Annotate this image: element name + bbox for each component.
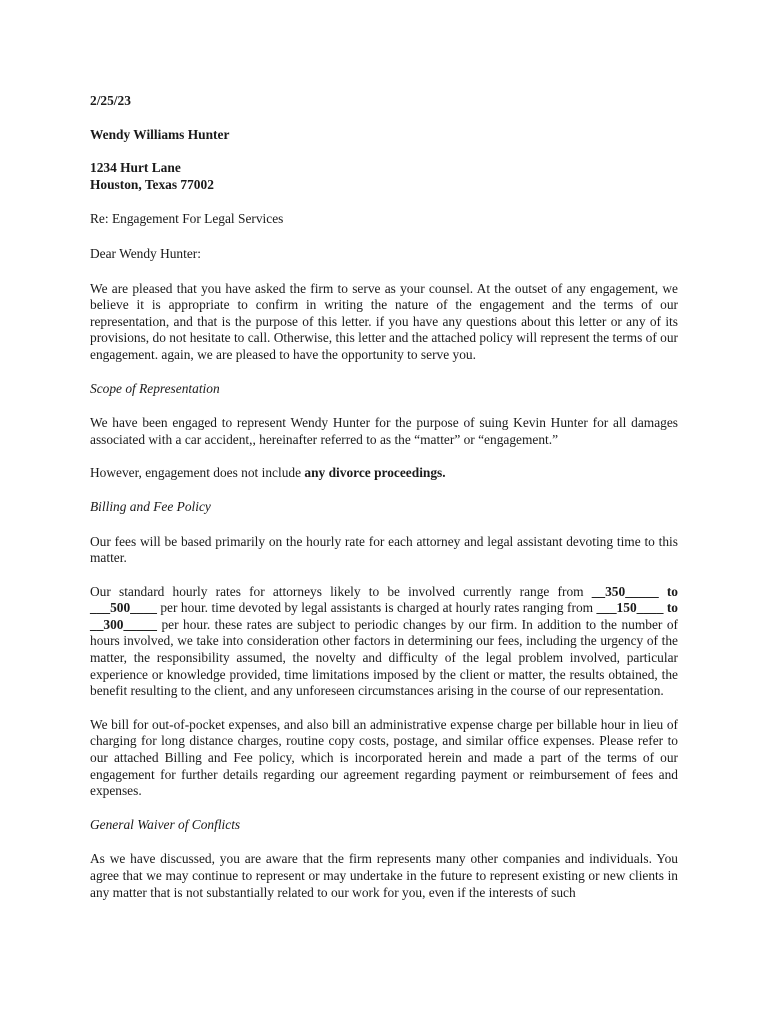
scope-exclusion-bold: any divorce proceedings. xyxy=(304,465,446,481)
re-line: Re: Engagement For Legal Services xyxy=(90,211,284,227)
salutation: Dear Wendy Hunter: xyxy=(90,245,201,261)
letter-date: 2/25/23 xyxy=(90,93,131,108)
conflicts-heading: General Waiver of Conflicts xyxy=(90,816,241,832)
assistant-rate-range: ___150____ to __300_____ xyxy=(90,600,678,632)
rates-intro: Our standard hourly rates for attorneys likely to be involved currently range from xyxy=(90,583,592,599)
attorney-rate-range: __350_____ to ___500____ xyxy=(90,583,678,616)
rates-paragraph xyxy=(90,584,678,700)
scope-exclusion xyxy=(90,465,678,482)
expenses-paragraph: We bill for out-of-pocket expenses, and also bill an administrative expense charge per billable hour in lieu of charging for long distance charges, routine copy costs, postage, and similar office expenses. Please refer to our attached Billing and Fee policy, which is incorporated herein and made a part of the terms of our engagement for further details regarding our agreement regarding payment or reimbursement of fees and expenses. xyxy=(90,716,678,799)
fees-paragraph: Our fees will be based primarily on the hourly rate for each attorney and legal assistant devoting time to this matter. xyxy=(90,533,678,566)
billing-heading: Billing and Fee Policy xyxy=(90,498,211,514)
scope-exclusion-text: However, engagement does not include xyxy=(90,465,305,481)
conflicts-paragraph: As we have discussed, you are aware that the firm represents many other companies and individuals. You agree that we may continue to represent or may undertake in the future to represent existing or new clients in any matter that is not substantially related to our work for you, even if the interests of such xyxy=(90,851,678,900)
recipient-address xyxy=(90,160,678,193)
scope-paragraph: We have been engaged to represent Wendy Hunter for the purpose of suing Kevin Hunter for all damages associated with a car accident,, hereinafter referred to as the “matter” or “engagement.” xyxy=(90,415,678,447)
address-line-1: 1234 Hurt Lane xyxy=(90,160,181,176)
scope-heading: Scope of Representation xyxy=(90,380,220,396)
address-line-2: Houston, Texas 77002 xyxy=(90,176,214,192)
intro-paragraph: We are pleased that you have asked the firm to serve as your counsel. At the outset of any engagement, we believe it is appropriate to confirm in writing the nature of the engagement and the terms of our representation, and that is the purpose of this letter. if you have any questions about this letter or any of its provisions, do not hesitate to call. Otherwise, this letter and the attached policy will represent the terms of our engagement. again, we are pleased to have the opportunity to serve you. xyxy=(90,280,678,362)
rates-mid: per hour. time devoted by legal assistants is charged at hourly rates ranging from xyxy=(156,600,597,616)
rates-rest: per hour. these rates are subject to periodic changes by our firm. In addition to the number of hours involved, we take into consideration other factors in determining our fees, including the urgency of the matter, the responsibility assumed, the novelty and difficulty of the legal problem involved, particular experience or knowledge provided, time limitations imposed by the client or matter, the results obtained, the benefit resulting to the client, and any unforeseen circumstances arising in the course of our representation. xyxy=(90,616,678,699)
recipient-name: Wendy Williams Hunter xyxy=(90,126,230,142)
